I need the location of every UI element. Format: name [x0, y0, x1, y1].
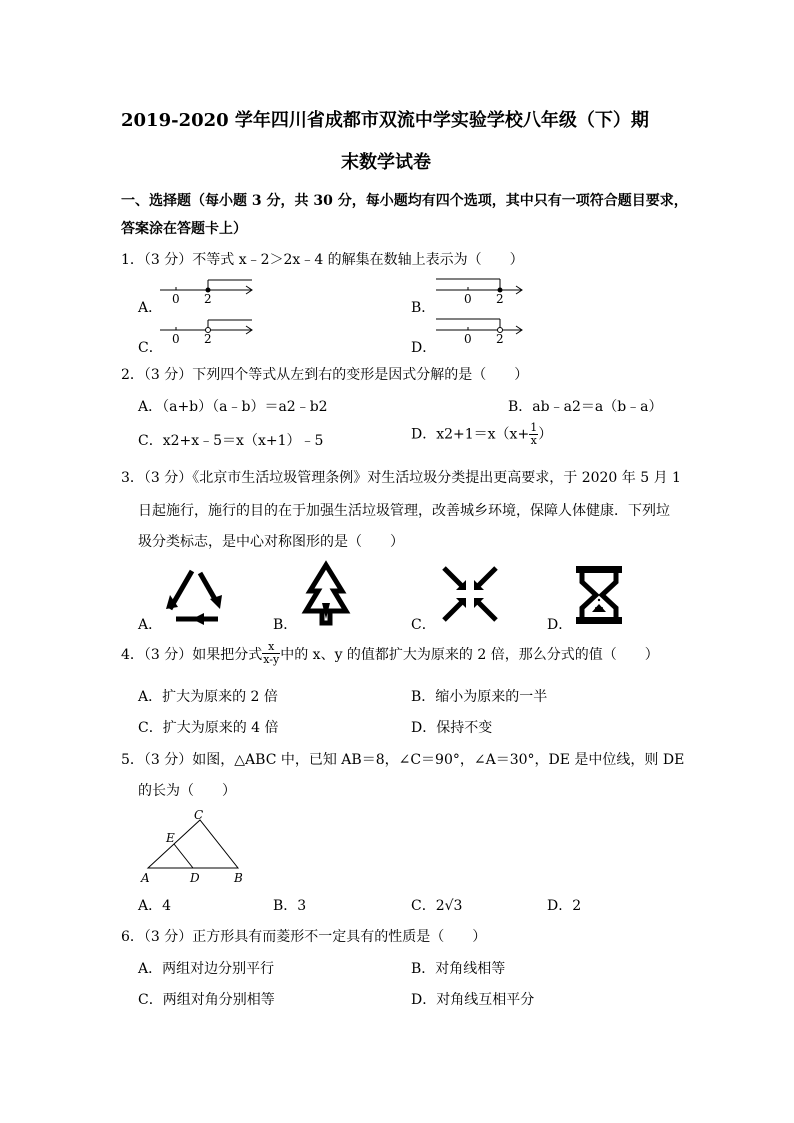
q1-d-tick-2: 2	[496, 332, 504, 346]
q2-option-c: C．x2+x﹣5＝x（x+1）﹣5	[138, 433, 324, 449]
q4-option-a: A．扩大为原来的 2 倍	[138, 689, 278, 705]
question-3-line1: 3．（3 分）《北京市生活垃圾管理条例》对生活垃圾分类提出更高要求，于 2020 年 5 月 1	[121, 470, 681, 486]
q3-option-b-label: B．	[273, 617, 298, 633]
tree-recycle-icon	[298, 563, 354, 625]
q4-stem-post: 中的 x、y 的值都扩大为原来的 2 倍，那么分式的值（ ）	[280, 647, 659, 663]
q4-option-d: D．保持不变	[411, 720, 493, 736]
page-title-line2: 末数学试卷	[341, 152, 431, 173]
q2-option-b: B．ab﹣a2＝a（b﹣a）	[508, 399, 663, 415]
q1-a-tick-2: 2	[204, 292, 212, 306]
figure-label-e: E	[166, 831, 175, 845]
q1-c-tick-2: 2	[204, 332, 212, 346]
section-heading-line2: 答案涂在答题卡上）	[121, 221, 247, 237]
q1-a-tick-0: 0	[172, 292, 180, 306]
q1-option-d-number-line	[436, 316, 536, 344]
question-3-line3: 圾分类标志，是中心对称图形的是（ ）	[138, 534, 404, 550]
q6-option-c: C．两组对角分别相等	[138, 992, 275, 1008]
figure-label-d: D	[190, 871, 200, 885]
hourglass-icon	[574, 564, 624, 626]
q5-option-c: C．2√3	[411, 898, 463, 914]
question-6-stem: 6．（3 分）正方形具有而菱形不一定具有的性质是（ ）	[121, 929, 487, 945]
q1-option-c-label: C．	[138, 340, 163, 356]
q1-b-tick-2: 2	[496, 292, 504, 306]
section-heading-line1: 一、选择题（每小题 3 分，共 30 分，每小题均有四个选项，其中只有一项符合题目要求，	[121, 193, 688, 209]
q3-option-a-label: A．	[138, 617, 163, 633]
fraction-numerator: x	[262, 641, 280, 654]
q4-option-c: C．扩大为原来的 4 倍	[138, 720, 279, 736]
figure-label-a: A	[141, 871, 150, 885]
q5-option-b: B．3	[273, 898, 307, 914]
fraction-denominator: x-y	[263, 652, 280, 666]
fraction-numerator: 1	[530, 421, 538, 434]
q2-option-a: A．（a+b）（a﹣b）＝a2﹣b2	[138, 399, 328, 415]
question-3-line2: 日起施行，施行的目的在于加强生活垃圾管理，改善城乡环境，保障人体健康．下列垃	[138, 503, 670, 519]
question-5-line1: 5．（3 分）如图，△ABC 中，已知 AB＝8，∠C＝90°，∠A＝30°，DE 是中位线，则 DE	[121, 752, 685, 768]
q1-option-b-number-line	[436, 276, 536, 304]
q1-d-tick-0: 0	[464, 332, 472, 346]
q3-option-c-label: C．	[411, 617, 436, 633]
question-4-stem	[121, 639, 659, 666]
q6-option-a: A．两组对边分别平行	[138, 961, 275, 977]
q2-option-d	[411, 422, 552, 447]
q6-option-b: B．对角线相等	[411, 961, 506, 977]
q4-option-b: B．缩小为原来的一半	[411, 689, 548, 705]
q4-stem-pre: 4．（3 分）如果把分式	[121, 647, 263, 663]
page-title-line1: 2019-2020 学年四川省成都市双流中学实验学校八年级（下）期	[121, 110, 649, 131]
question-5-line2: 的长为（ ）	[138, 783, 236, 799]
q1-c-tick-0: 0	[172, 332, 180, 346]
q2-option-d-post: ）	[538, 426, 553, 443]
q1-option-d-label: D．	[411, 340, 437, 356]
q5-option-d: D．2	[547, 898, 582, 914]
q1-b-tick-0: 0	[464, 292, 472, 306]
q5-option-a: A．4	[138, 898, 172, 914]
q1-option-b-label: B．	[411, 300, 436, 316]
q2-option-d-fraction	[529, 422, 538, 447]
q4-fraction	[262, 641, 280, 666]
q2-option-d-pre: D．x2+1＝x（x+	[411, 426, 530, 443]
q1-option-a-label: A．	[138, 300, 163, 316]
fraction-denominator: x	[530, 434, 537, 447]
inward-arrows-icon	[442, 566, 498, 622]
recycle-icon	[164, 565, 228, 625]
question-2-stem: 2．（3 分）下列四个等式从左到右的变形是因式分解的是（ ）	[121, 367, 529, 383]
q3-option-d-label: D．	[547, 617, 573, 633]
figure-label-b: B	[234, 871, 243, 885]
question-1-stem: 1．（3 分）不等式 x﹣2＞2x﹣4 的解集在数轴上表示为（ ）	[121, 252, 524, 268]
q6-option-d: D．对角线互相平分	[411, 992, 535, 1008]
figure-label-c: C	[194, 808, 204, 822]
